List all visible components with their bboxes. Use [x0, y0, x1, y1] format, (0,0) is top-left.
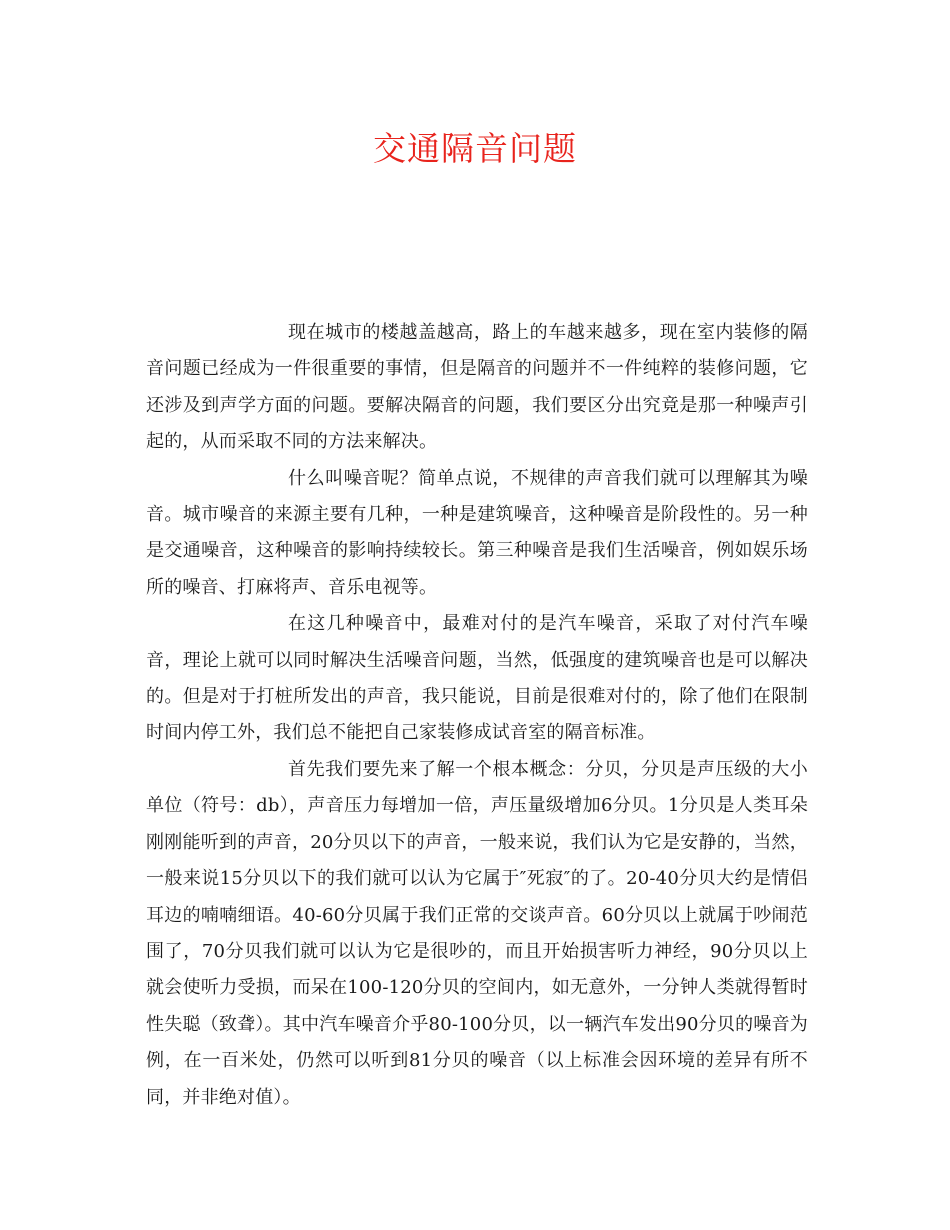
- paragraph-decibel-concept: 首先我们要先来了解一个根本概念：分贝，分贝是声压级的大小单位（符号：db），声音压力每增加一倍，声压量级增加6分贝。1分贝是人类耳朵刚刚能听到的声音，20分贝以下的声音，一般来说，我们认为它是安静的，当然，一般来说15分贝以下的我们就可以认为它属于″死寂″的了。20-40分贝大约是情侣耳边的喃喃细语。40-60分贝属于我们正常的交谈声音。60分贝以上就属于吵闹范围了，70分贝我们就可以认为它是很吵的，而且开始损害听力神经，90分贝以上就会使听力受损，而呆在100-120分贝的空间内，如无意外，一分钟人类就得暂时性失聪（致聋）。其中汽车噪音介乎80-100分贝，以一辆汽车发出90分贝的噪音为例，在一百米处，仍然可以听到81分贝的噪音（以上标准会因环境的差异有所不同，并非绝对值）。: [146, 758, 808, 1108]
- paragraph-vehicle-noise: 在这几种噪音中，最难对付的是汽车噪音，采取了对付汽车噪音，理论上就可以同时解决生活噪音问题，当然，低强度的建筑噪音也是可以解决的。但是对于打桩所发出的声音，我只能说，目前是很难对付的，除了他们在限制时间内停工外，我们总不能把自己家装修成试音室的隔音标准。: [146, 613, 808, 744]
- paragraph-urban-noise-intro: 现在城市的楼越盖越高，路上的车越来越多，现在室内装修的隔音问题已经成为一件很重要的事情，但是隔音的问题并不一件纯粹的装修问题，它还涉及到声学方面的问题。要解决隔音的问题，我们要区分出究竟是那一种噪声引起的，从而采取不同的方法来解决。: [146, 322, 808, 453]
- paragraph-noise-definition: 什么叫噪音呢？简单点说，不规律的声音我们就可以理解其为噪音。城市噪音的来源主要有几种，一种是建筑噪音，这种噪音是阶段性的。另一种是交通噪音，这种噪音的影响持续较长。第三种噪音是我们生活噪音，例如娱乐场所的噪音、打麻将声、音乐电视等。: [146, 467, 808, 598]
- document-body: [146, 315, 808, 1116]
- document-title: 交通隔音问题: [373, 129, 577, 168]
